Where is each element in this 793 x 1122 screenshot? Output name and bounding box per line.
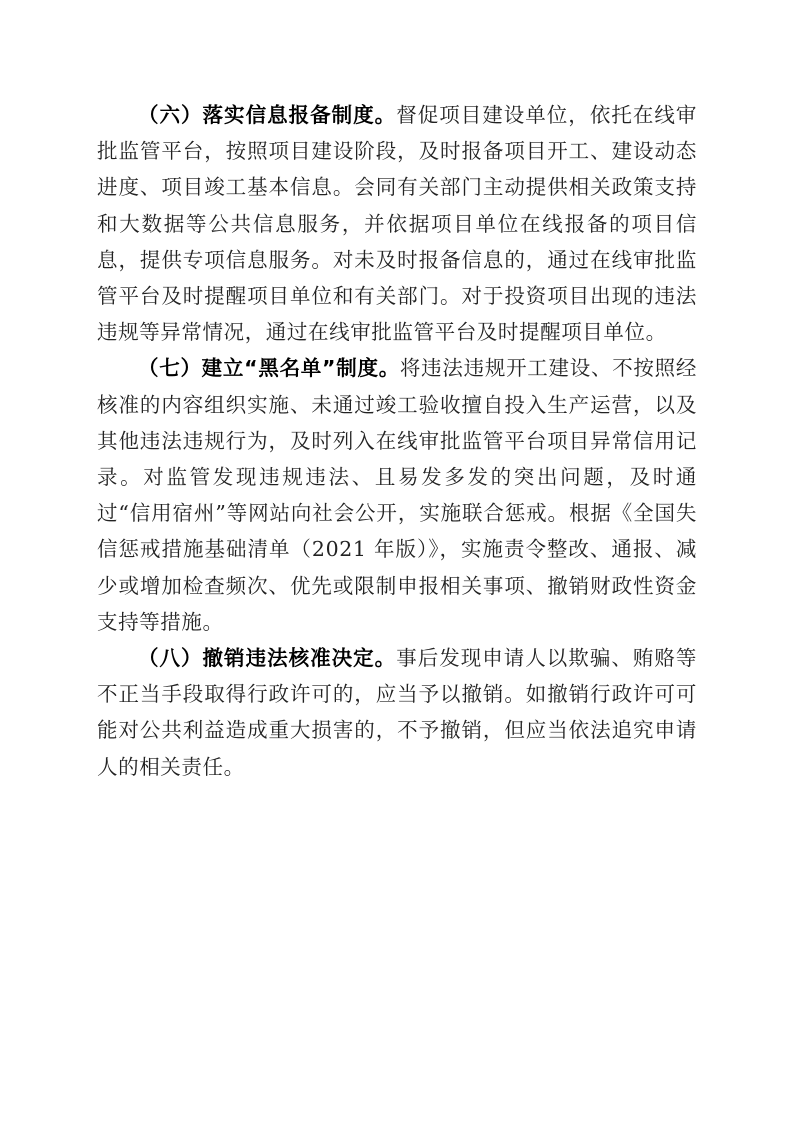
section-7-heading: （七）建立“黑名单”制度。 (138, 356, 400, 381)
section-7-text: 将违法违规开工建设、不按照经核准的内容组织实施、未通过竣工验收擅自投入生产运营，以及其他违法违规行为，及时列入在线审批监管平台项目异常信用记录。对监管发现违规违法、且易发多发的突出问题，及时通过“信用宿州”等网站向社会公开，实施联合惩戒。根据《全国失信惩戒措施基础清单（2021 年版）》，实施责令整改、通报、减少或增加检查频次、优先或限制申报相关事项、撤销财政性资金支持等措施。 (97, 356, 697, 634)
section-8-text: 事后发现申请人以欺骗、贿赂等不正当手段取得行政许可的，应当予以撤销。如撤销行政许可可能对公共利益造成重大损害的，不予撤销，但应当依法追究申请人的相关责任。 (97, 646, 697, 779)
section-7-paragraph (97, 350, 697, 640)
section-8-heading: （八）撤销违法核准决定。 (138, 646, 397, 671)
section-6-heading: （六）落实信息报备制度。 (138, 103, 397, 127)
section-6-text: 督促项目建设单位，依托在线审批监管平台，按照项目建设阶段，及时报备项目开工、建设动态进度、项目竣工基本信息。会同有关部门主动提供相关政策支持和大数据等公共信息服务，并依据项目单位在线报备的项目信息，提供专项信息服务。对未及时报备信息的，通过在线审批监管平台及时提醒项目单位和有关部门。对于投资项目出现的违法违规等异常情况，通过在线审批监管平台及时提醒项目单位。 (97, 103, 697, 345)
document-body (97, 97, 697, 785)
section-8-paragraph (97, 640, 697, 785)
section-6-paragraph (97, 97, 697, 350)
